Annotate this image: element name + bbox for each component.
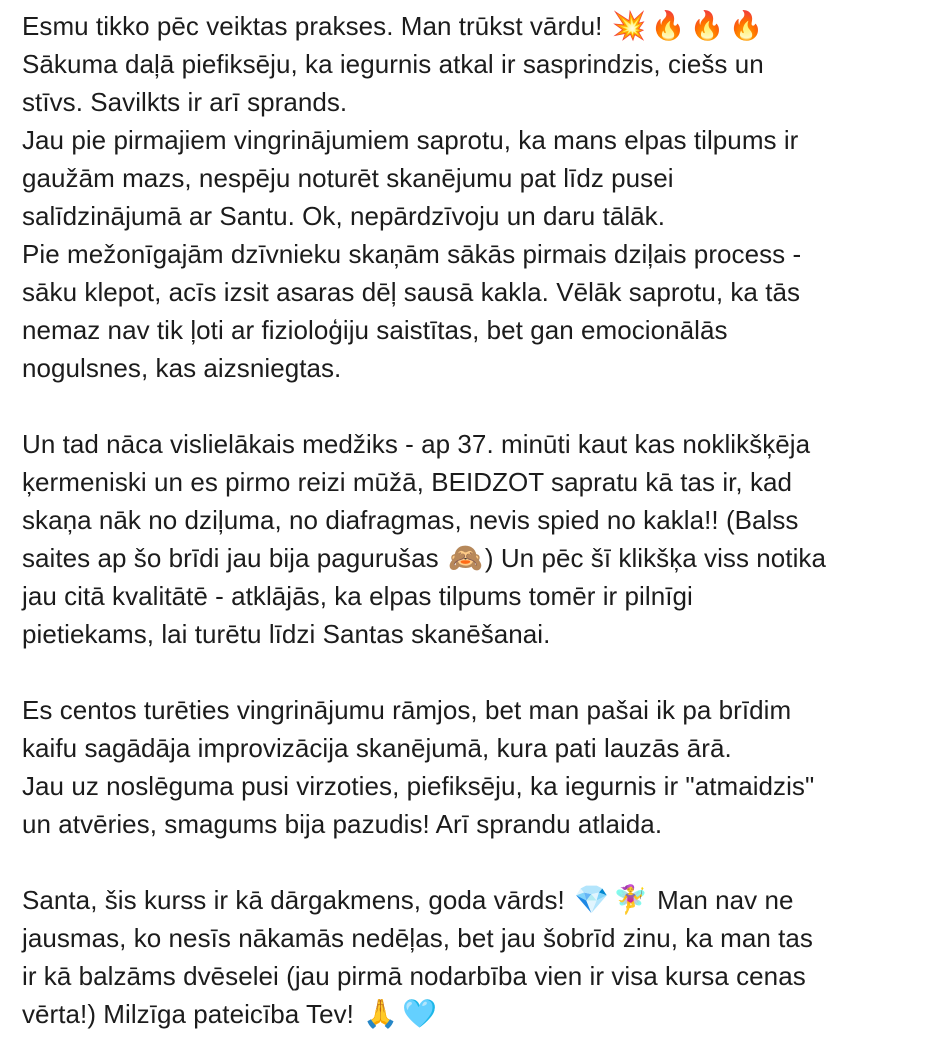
- post-text-line: [22, 197, 922, 235]
- post-text-line: [22, 539, 922, 577]
- post-text: Es centos turēties vingrinājumu rāmjos, bet man pašai ik pa brīdim: [22, 695, 792, 725]
- post-text: Santa, šis kurss ir kā dārgakmens, goda vārds!: [22, 885, 565, 915]
- post-text: jau citā kvalitātē - atklājās, ka elpas tilpums tomēr ir pilnīgi: [22, 581, 693, 611]
- post-text: Jau pie pirmajiem vingrinājumiem saprotu, ka mans elpas tilpums ir: [22, 125, 799, 155]
- post-text-line: [22, 45, 922, 83]
- post-text: nogulsnes, kas aizsniegtas.: [22, 353, 342, 383]
- post-text: ķermeniski un es pirmo reizi mūžā, BEIDZOT sapratu kā tas ir, kad: [22, 467, 793, 497]
- post-body: [22, 7, 922, 1033]
- post-text: nemaz nav tik ļoti ar fizioloģiju saistītas, bet gan emocionālās: [22, 315, 728, 345]
- post-text-line: [22, 729, 922, 767]
- post-text-line: [22, 957, 922, 995]
- post-text: ir kā balzāms dvēselei (jau pirmā nodarbība vien ir visa kursa cenas: [22, 961, 806, 991]
- post-text-line: [22, 121, 922, 159]
- post-text-line: [22, 881, 922, 919]
- post-text-line: [22, 349, 922, 387]
- post-text: saites ap šo brīdi jau bija pagurušas: [22, 543, 439, 573]
- emoji-icon: 🔥: [728, 10, 764, 41]
- post-text: pietiekams, lai turētu līdzi Santas skanēšanai.: [22, 619, 551, 649]
- emoji-icon: 💥: [611, 10, 647, 41]
- post-text-line: [22, 311, 922, 349]
- post-text: gaužām mazs, nespēju noturēt skanējumu pat līdz pusei: [22, 163, 674, 193]
- post-text: skaņa nāk no dziļuma, no diafragmas, nevis spied no kakla!! (Balss: [22, 505, 799, 535]
- paragraph-break: [22, 653, 922, 691]
- post-text: Esmu tikko pēc veiktas prakses. Man trūkst vārdu!: [22, 11, 603, 41]
- post-text: un atvēries, smagums bija pazudis! Arī sprandu atlaida.: [22, 809, 663, 839]
- post-text: stīvs. Savilkts ir arī sprands.: [22, 87, 348, 117]
- paragraph-break: [22, 843, 922, 881]
- post-text-line: [22, 463, 922, 501]
- emoji-icon: 🔥: [650, 10, 686, 41]
- post-text-line: [22, 615, 922, 653]
- emoji-icon: 🙈: [447, 542, 483, 573]
- post-text: Un tad nāca vislielākais medžiks - ap 37. minūti kaut kas noklikšķēja: [22, 429, 811, 459]
- post-text-line: [22, 691, 922, 729]
- post-text: Jau uz noslēguma pusi virzoties, piefiksēju, ka iegurnis ir "atmaidzis": [22, 771, 815, 801]
- post-text: Man nav ne: [649, 885, 794, 915]
- paragraph-break: [22, 387, 922, 425]
- post-text: sāku klepot, acīs izsit asaras dēļ sausā kakla. Vēlāk saprotu, ka tās: [22, 277, 801, 307]
- post-text-line: [22, 767, 922, 805]
- emoji-icon: 🙏: [363, 998, 399, 1029]
- post-text-line: [22, 425, 922, 463]
- post-text: vērta!) Milzīga pateicība Tev!: [22, 999, 354, 1029]
- post-text: Pie mežonīgajām dzīvnieku skaņām sākās pirmais dziļais process -: [22, 239, 802, 269]
- post-text-line: [22, 805, 922, 843]
- post-text: salīdzinājumā ar Santu. Ok, nepārdzīvoju un daru tālāk.: [22, 201, 665, 231]
- post-text-line: [22, 501, 922, 539]
- post-text: kaifu sagādāja improvizācija skanējumā, kura pati lauzās ārā.: [22, 733, 732, 763]
- emoji-icon: 🩵: [402, 998, 438, 1029]
- post-text-line: [22, 159, 922, 197]
- post-text-line: [22, 83, 922, 121]
- post-text-line: [22, 577, 922, 615]
- post-text: Sākuma daļā piefiksēju, ka iegurnis atkal ir sasprindzis, ciešs un: [22, 49, 764, 79]
- post-text-line: [22, 995, 922, 1033]
- emoji-icon: 💎: [574, 884, 609, 915]
- post-text-line: [22, 235, 922, 273]
- post-text: ) Un pēc šī klikšķa viss notika: [484, 543, 826, 573]
- emoji-icon: 🔥: [689, 10, 725, 41]
- post-text: jausmas, ko nesīs nākamās nedēļas, bet jau šobrīd zinu, ka man tas: [22, 923, 813, 953]
- post-text-line: [22, 7, 922, 45]
- post-text-line: [22, 919, 922, 957]
- post-text-line: [22, 273, 922, 311]
- emoji-icon: 🧚‍♀️: [612, 884, 648, 915]
